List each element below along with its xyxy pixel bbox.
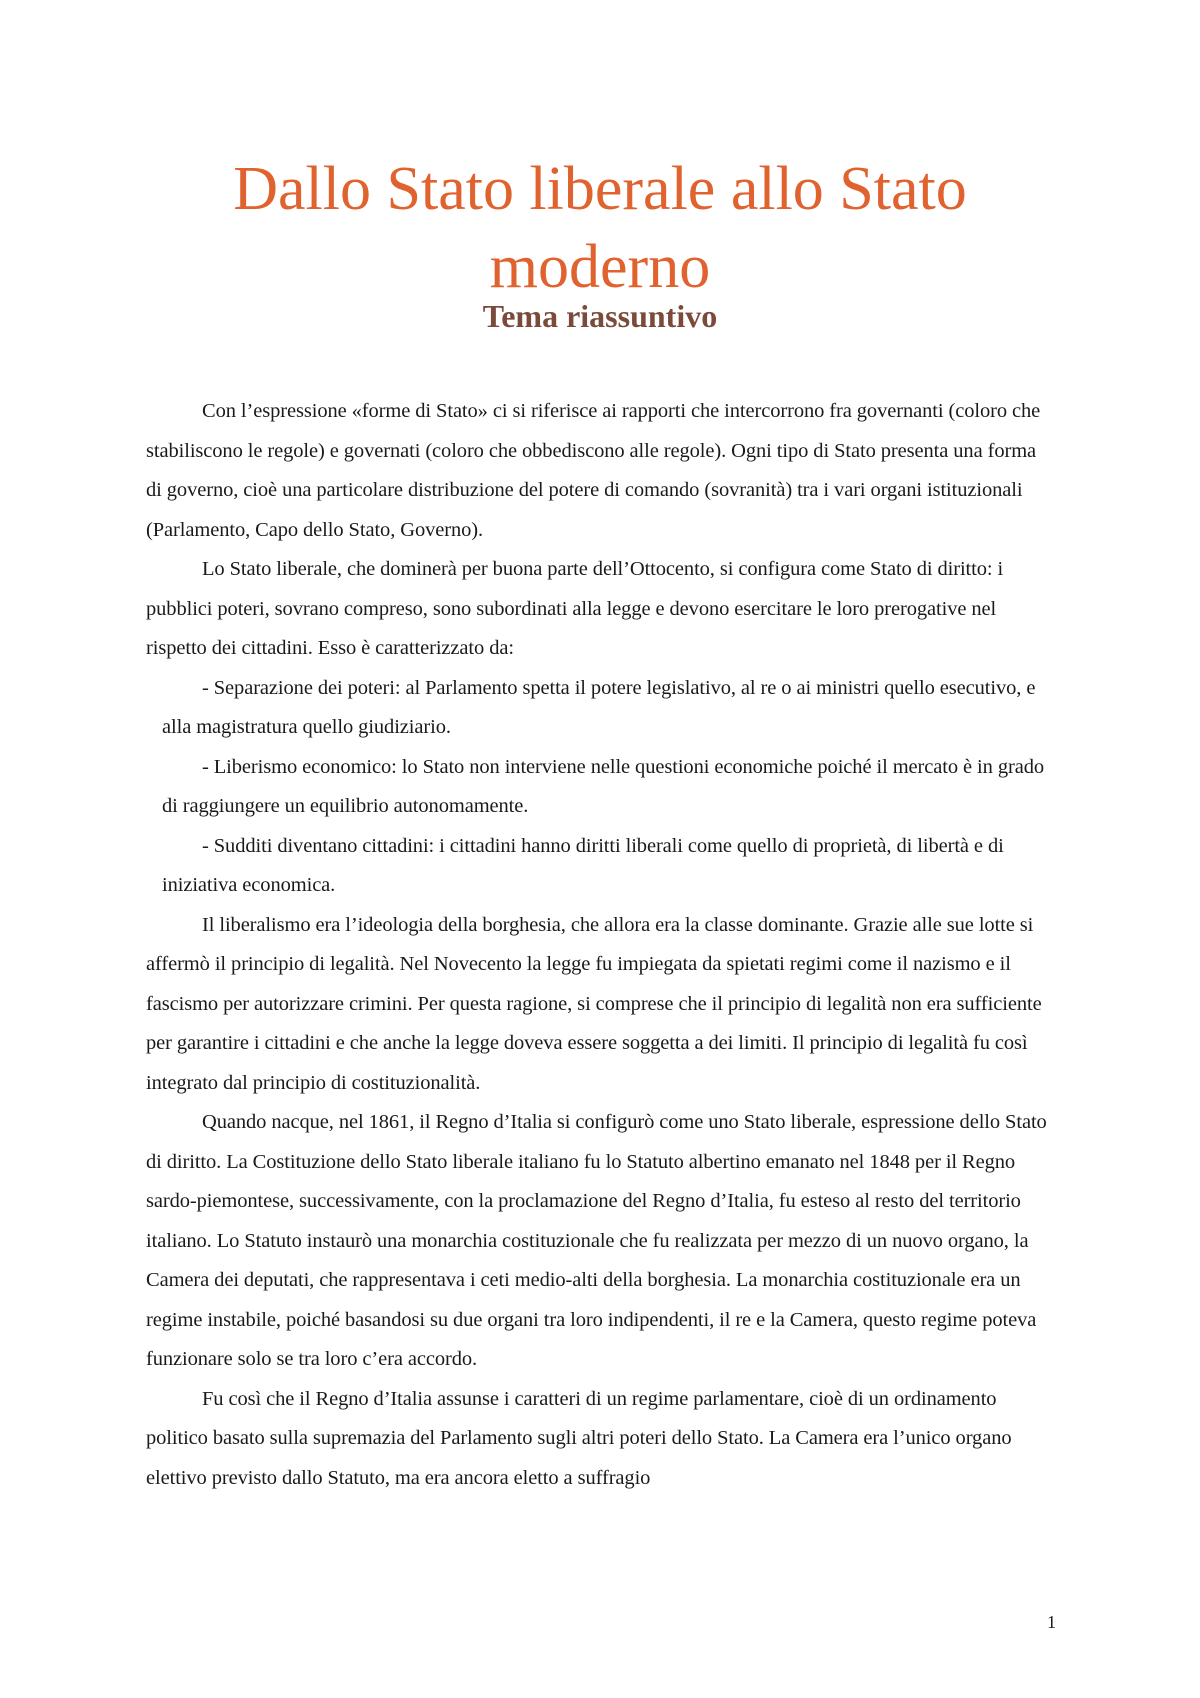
paragraph: Lo Stato liberale, che dominerà per buona parte dell’Ottocento, si configura come Stato di diritto: i pubblici poteri, sovrano compreso, sono subordinati alla legge e devono esercitare le loro prerogative nel rispetto dei cittadini. Esso è caratterizzato da:	[146, 558, 1004, 659]
paragraph: Fu così che il Regno d’Italia assunse i caratteri di un regime parlamentare, cioè di un ordinamento politico basato sulla supremazia del Parlamento sugli altri poteri dello Stato. La Camera era l’unico organo elettivo previsto dallo Statuto, ma era ancora eletto a suffragio	[146, 1387, 1012, 1489]
list-item: - Separazione dei poteri: al Parlamento spetta il potere legislativo, al re o ai ministri quello esecutivo, e alla magistratura quello giudiziario.	[162, 676, 1036, 738]
document-title: Dallo Stato liberale allo Stato moderno	[233, 155, 967, 301]
document-body	[146, 392, 1056, 1498]
paragraph: Quando nacque, nel 1861, il Regno d’Italia si configurò come uno Stato liberale, espressione dello Stato di diritto. La Costituzione dello Stato liberale italiano fu lo Statuto albertino emanato nel 1848 per il Regno sardo-piemontese, successivamente, con la proclamazione del Regno d’Italia, fu esteso al resto del territorio italiano. Lo Statuto instaurò una monarchia costituzionale che fu realizzata per mezzo di un nuovo organo, la Camera dei deputati, che rappresentava i ceti medio-alti della borghesia. La monarchia costituzionale era un regime instabile, poiché basandosi su due organi tra loro indipendenti, il re e la Camera, questo regime poteva funzionare solo se tra loro c’era accordo.	[146, 1111, 1047, 1370]
paragraph: Con l’espressione «forme di Stato» ci si riferisce ai rapporti che intercorrono fra governanti (coloro che stabiliscono le regole) e governati (coloro che obbediscono alle regole). Ogni tipo di Stato presenta una forma di governo, cioè una particolare distribuzione del potere di comando (sovranità) tra i vari organi istituzionali (Parlamento, Capo dello Stato, Governo).	[146, 400, 1041, 541]
list-item: - Sudditi diventano cittadini: i cittadini hanno diritti liberali come quello di proprietà, di libertà e di iniziativa economica.	[162, 834, 1004, 896]
document-subtitle: Tema riassuntivo	[482, 298, 718, 334]
paragraph: Il liberalismo era l’ideologia della borghesia, che allora era la classe dominante. Grazie alle sue lotte si affermò il principio di legalità. Nel Novecento la legge fu impiegata da spietati regimi come il nazismo e il fascismo per autorizzare crimini. Per questa ragione, si comprese che il principio di legalità non era sufficiente per garantire i cittadini e che anche la legge doveva essere soggetta a dei limiti. Il principio di legalità fu così integrato dal principio di costituzionalità.	[146, 913, 1042, 1094]
page-number: 1	[1047, 1612, 1056, 1632]
list-item: - Liberismo economico: lo Stato non interviene nelle questioni economiche poiché il mercato è in grado di raggiungere un equilibrio autonomamente.	[162, 755, 1045, 817]
